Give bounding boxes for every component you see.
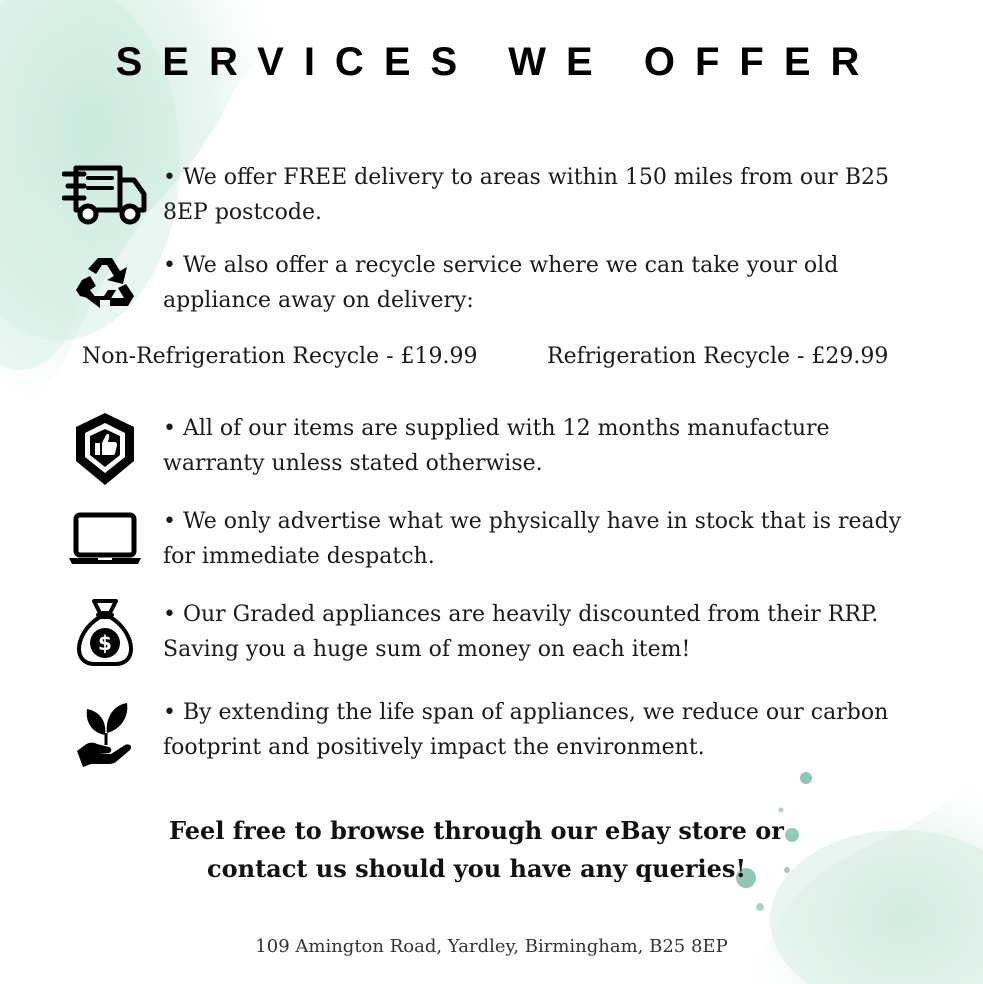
service-text-environment: • By extending the life span of appliances, we reduce our carbon footprint and positively impact the environment. [163, 700, 889, 760]
laptop-icon [60, 512, 150, 566]
non-refrigeration-price: Non-Refrigeration Recycle - £19.99 [82, 344, 478, 369]
cta-line-1: Feel free to browse through our eBay store or [169, 816, 784, 845]
cta-line-2: contact us should you have any queries! [207, 854, 746, 883]
recycle-icon [60, 252, 150, 312]
svg-text:$: $ [98, 631, 112, 655]
refrigeration-price: Refrigeration Recycle - £29.99 [547, 344, 889, 369]
service-text-graded: • Our Graded appliances are heavily discounted from their RRP. Saving you a huge sum of money on each item! [163, 602, 879, 662]
plant-hand-icon [60, 699, 150, 767]
delivery-truck-icon [60, 164, 150, 226]
call-to-action [0, 812, 983, 888]
shield-thumbs-up-icon [60, 411, 150, 487]
money-bag-icon [60, 597, 150, 667]
service-text-warranty: • All of our items are supplied with 12 months manufacture warranty unless stated otherwise. [163, 416, 830, 476]
service-text-delivery: • We offer FREE delivery to areas within 150 miles from our B25 8EP postcode. [163, 165, 889, 225]
store-address: 109 Amington Road, Yardley, Birmingham, B25 8EP [255, 936, 728, 957]
service-text-stock: • We only advertise what we physically have in stock that is ready for immediate despatch. [163, 509, 902, 569]
service-text-recycle: • We also offer a recycle service where we can take your old appliance away on delivery: [163, 253, 839, 313]
page-title: SERVICES WE OFFER [115, 40, 880, 84]
